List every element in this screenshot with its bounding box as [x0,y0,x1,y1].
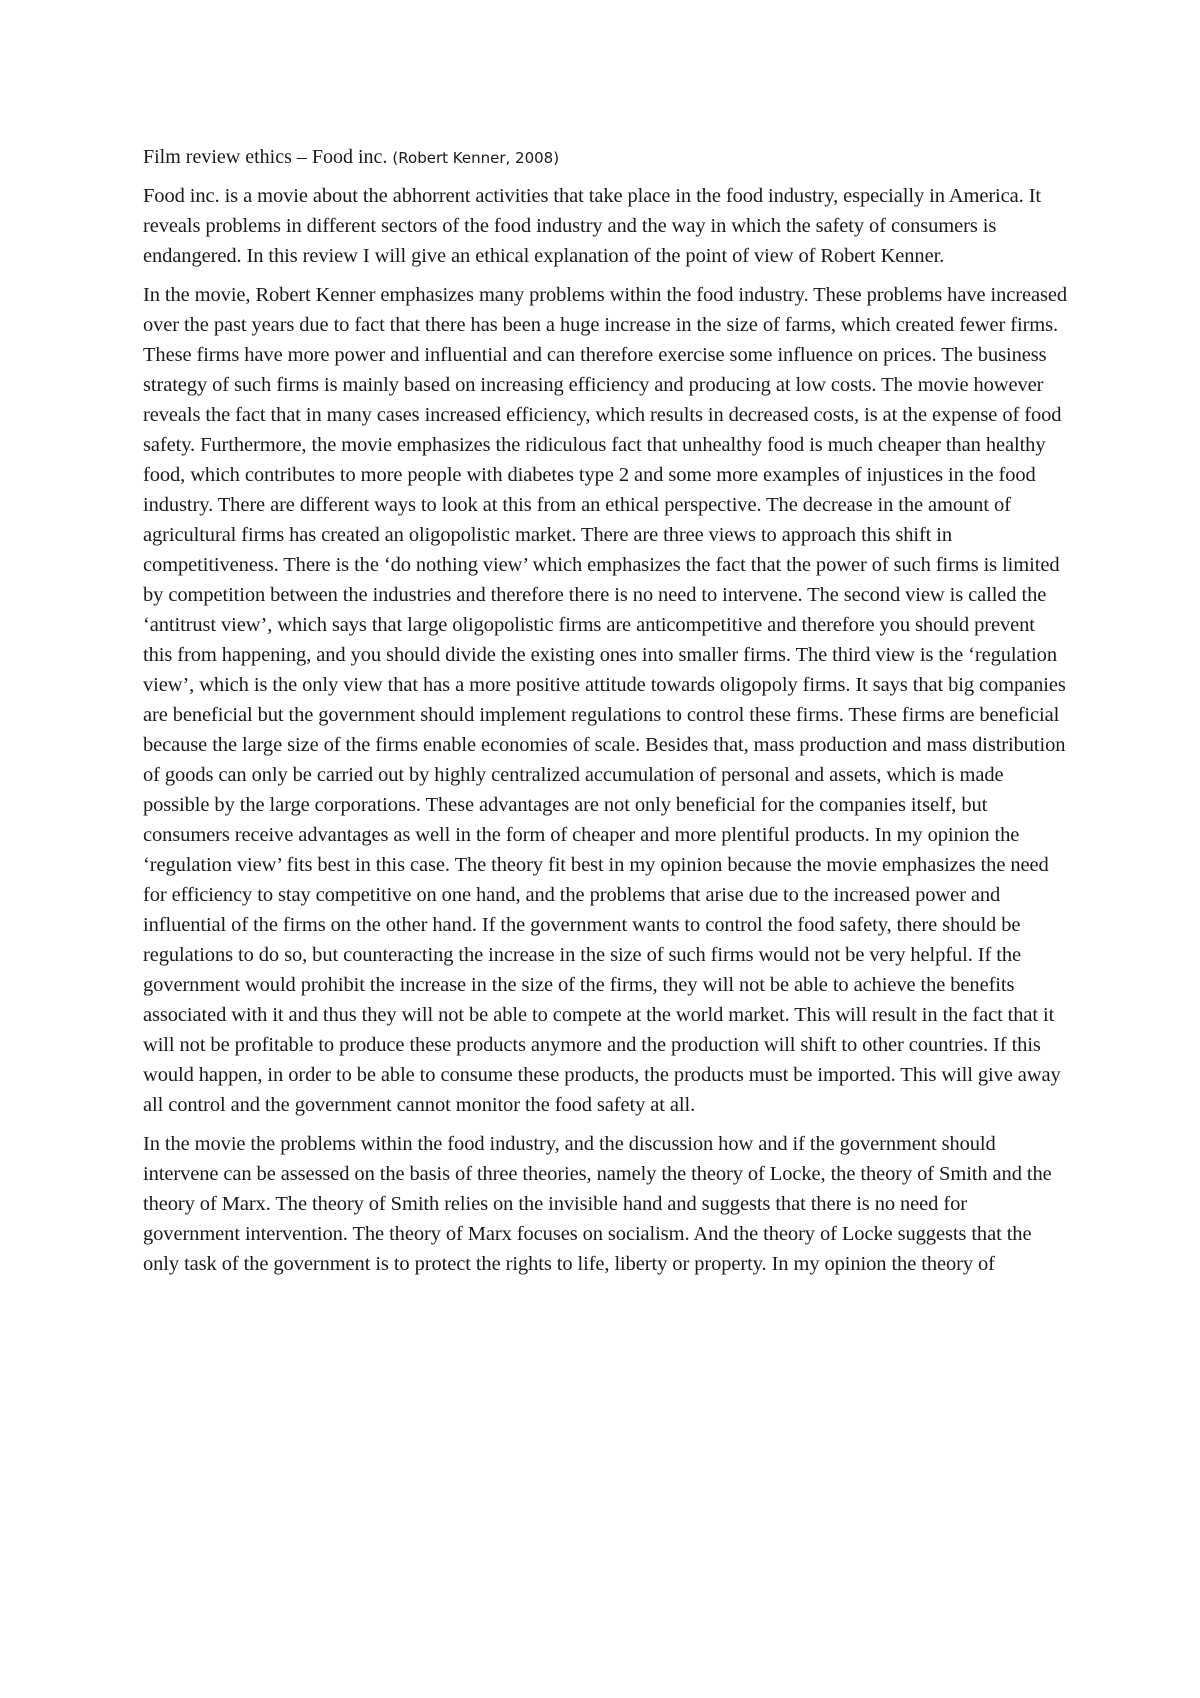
document-body [143,142,1068,1288]
paragraph-views: In the movie, Robert Kenner emphasizes many problems within the food industry. These problems have increased over the past years due to fact that there has been a huge increase in the size of farms, which created fewer firms. These firms have more power and influential and can therefore exercise some influence on prices. The business strategy of such firms is mainly based on increasing efficiency and producing at low costs. The movie however reveals the fact that in many cases increased efficiency, which results in decreased costs, is at the expense of food safety. Furthermore, the movie emphasizes the ridiculous fact that unhealthy food is much cheaper than healthy food, which contributes to more people with diabetes type 2 and some more examples of injustices in the food industry. There are different ways to look at this from an ethical perspective. The decrease in the amount of agricultural firms has created an oligopolistic market. There are three views to approach this shift in competitiveness. There is the ‘do nothing view’ which emphasizes the fact that the power of such firms is limited by competition between the industries and therefore there is no need to intervene. The second view is called the ‘antitrust view’, which says that large oligopolistic firms are anticompetitive and therefore you should prevent this from happening, and you should divide the existing ones into smaller firms. The third view is the ‘regulation view’, which is the only view that has a more positive attitude towards oligopoly firms. It says that big companies are beneficial but the government should implement regulations to control these firms. These firms are beneficial because the large size of the firms enable economies of scale. Besides that, mass production and mass distribution of goods can only be carried out by highly centralized accumulation of personal and assets, which is made possible by the large corporations. These advantages are not only beneficial for the companies itself, but consumers receive advantages as well in the form of cheaper and more plentiful products. In my opinion the ‘regulation view’ fits best in this case. The theory fit best in my opinion because the movie emphasizes the need for efficiency to stay competitive on one hand, and the problems that arise due to the increased power and influential of the firms on the other hand. If the government wants to control the food safety, there should be regulations to do so, but counteracting the increase in the size of such firms would not be very helpful. If the government would prohibit the increase in the size of the firms, they will not be able to achieve the benefits associated with it and thus they will not be able to compete at the world market. This will result in the fact that it will not be profitable to produce these products anymore and the production will shift to other countries. If this would happen, in order to be able to consume these products, the products must be imported. This will give away all control and the government cannot monitor the food safety at all. [143,284,1067,1116]
paragraph-intro: Food inc. is a movie about the abhorrent activities that take place in the food industry, especially in America. It reveals problems in different sectors of the food industry and the way in which the safety of consumers is endangered. In this review I will give an ethical explanation of the point of view of Robert Kenner. [143,185,1042,267]
paragraph-theories: In the movie the problems within the food industry, and the discussion how and if the government should intervene can be assessed on the basis of three theories, namely the theory of Locke, the theory of Smith and the theory of Marx. The theory of Smith relies on the invisible hand and suggests that there is no need for government intervention. The theory of Marx focuses on socialism. And the theory of Locke suggests that the only task of the government is to protect the rights to life, liberty or property. In my opinion the theory of [143,1133,1052,1275]
title-citation: (Robert Kenner, 2008) [392,149,560,167]
document-title [143,142,1068,173]
title-main: Film review ethics – Food inc. [143,146,393,168]
